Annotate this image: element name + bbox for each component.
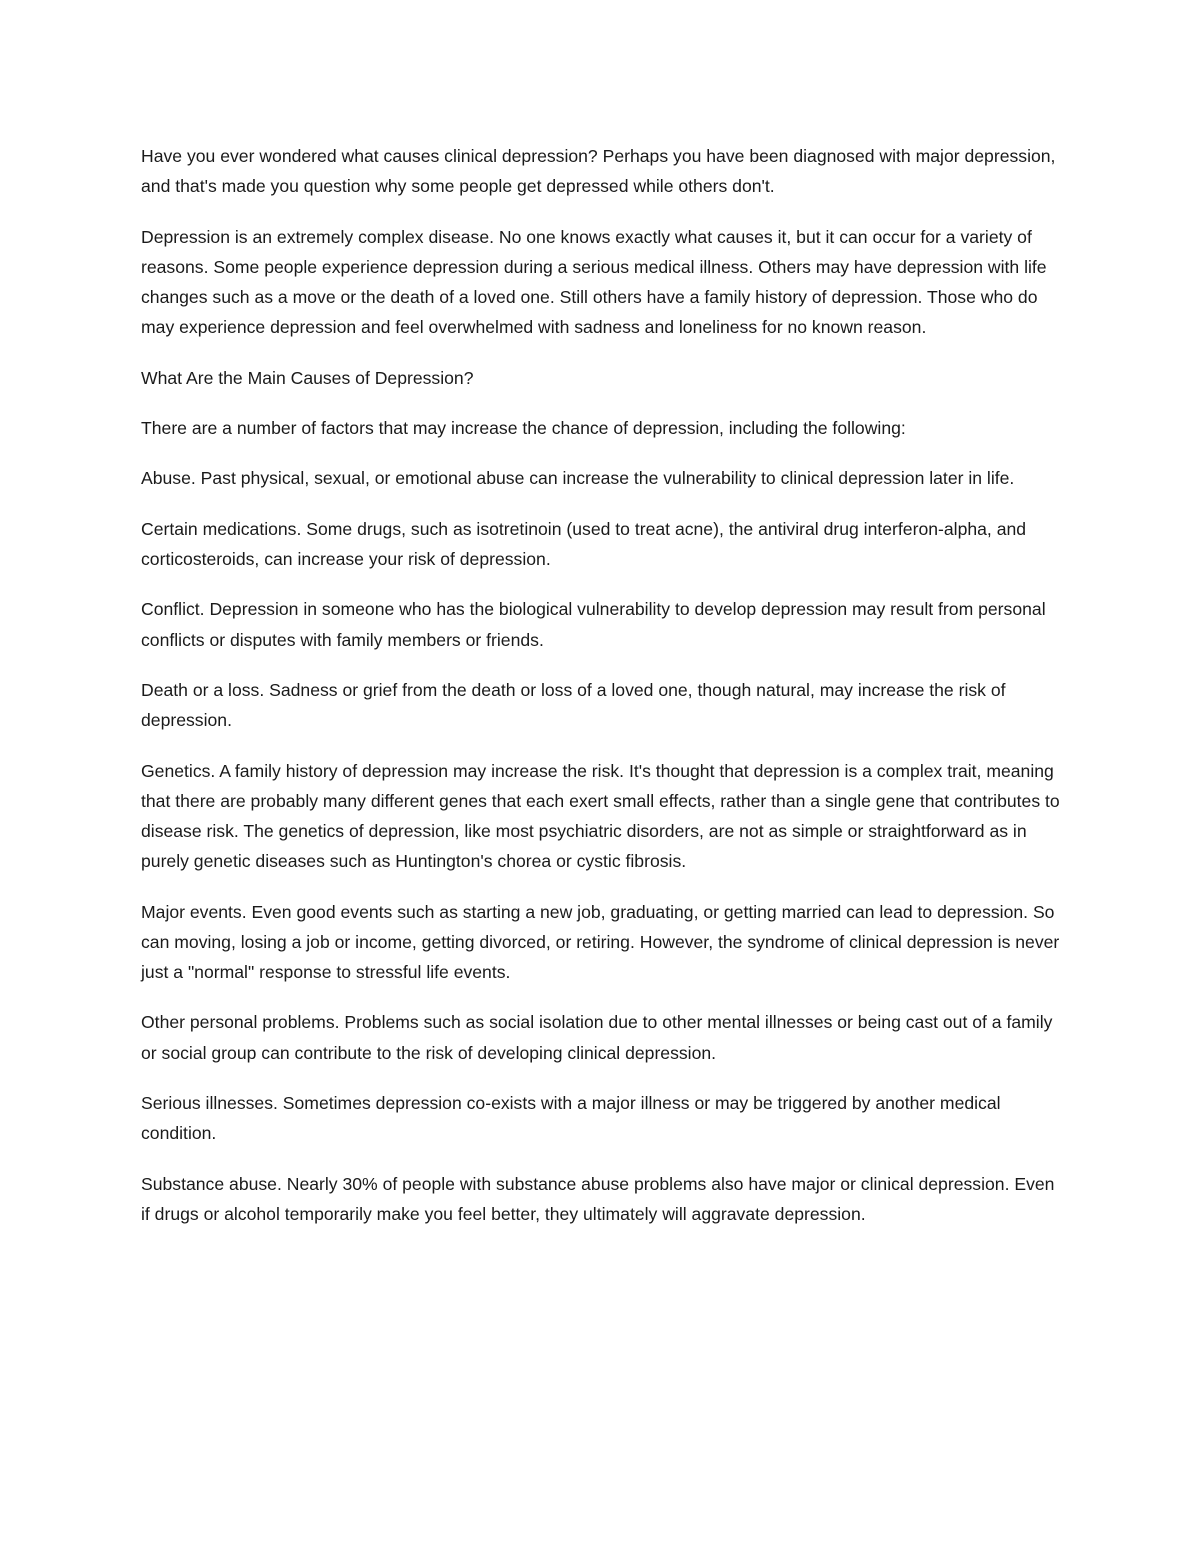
factors-intro-paragraph: There are a number of factors that may increase the chance of depression, including the following:	[141, 417, 906, 438]
cause-personal-problems: Other personal problems. Problems such as social isolation due to other mental illnesses or being cast out of a family or social group can contribute to the risk of developing clinical depression.	[141, 1012, 1053, 1063]
cause-major-events: Major events. Even good events such as starting a new job, graduating, or getting married can lead to depression. So can moving, losing a job or income, getting divorced, or retiring. However, the syndrome of clinical depression is never just a "normal" response to stressful life events.	[141, 901, 1060, 982]
cause-medications: Certain medications. Some drugs, such as isotretinoin (used to treat acne), the antiviral drug interferon-alpha, and corticosteroids, can increase your risk of depression.	[141, 518, 1027, 569]
intro-paragraph: Have you ever wondered what causes clinical depression? Perhaps you have been diagnosed with major depression, and that's made you question why some people get depressed while others don't.	[141, 146, 1056, 197]
document-body	[141, 141, 1061, 1249]
cause-conflict: Conflict. Depression in someone who has the biological vulnerability to develop depression may result from personal conflicts or disputes with family members or friends.	[141, 599, 1046, 650]
cause-abuse: Abuse. Past physical, sexual, or emotional abuse can increase the vulnerability to clinical depression later in life.	[141, 468, 1015, 489]
cause-substance-abuse: Substance abuse. Nearly 30% of people with substance abuse problems also have major or clinical depression. Even if drugs or alcohol temporarily make you feel better, they ultimately will aggravate depression.	[141, 1173, 1055, 1224]
cause-genetics: Genetics. A family history of depression may increase the risk. It's thought that depression is a complex trait, meaning that there are probably many different genes that each exert small effects, rather than a single gene that contributes to disease risk. The genetics of depression, like most psychiatric disorders, are not as simple or straightforward as in purely genetic diseases such as Huntington's chorea or cystic fibrosis.	[141, 760, 1060, 872]
cause-death-or-loss: Death or a loss. Sadness or grief from the death or loss of a loved one, though natural, may increase the risk of depression.	[141, 679, 1006, 731]
complexity-paragraph: Depression is an extremely complex disease. No one knows exactly what causes it, but it can occur for a variety of reasons. Some people experience depression during a serious medical illness. Others may have depression with life changes such as a move or the death of a loved one. Still others have a family history of depression. Those who do may experience depression and feel overwhelmed with sadness and loneliness for no known reason.	[141, 226, 1047, 338]
cause-serious-illnesses: Serious illnesses. Sometimes depression co-exists with a major illness or may be triggered by another medical condition.	[141, 1092, 1001, 1144]
section-heading: What Are the Main Causes of Depression?	[141, 367, 474, 388]
